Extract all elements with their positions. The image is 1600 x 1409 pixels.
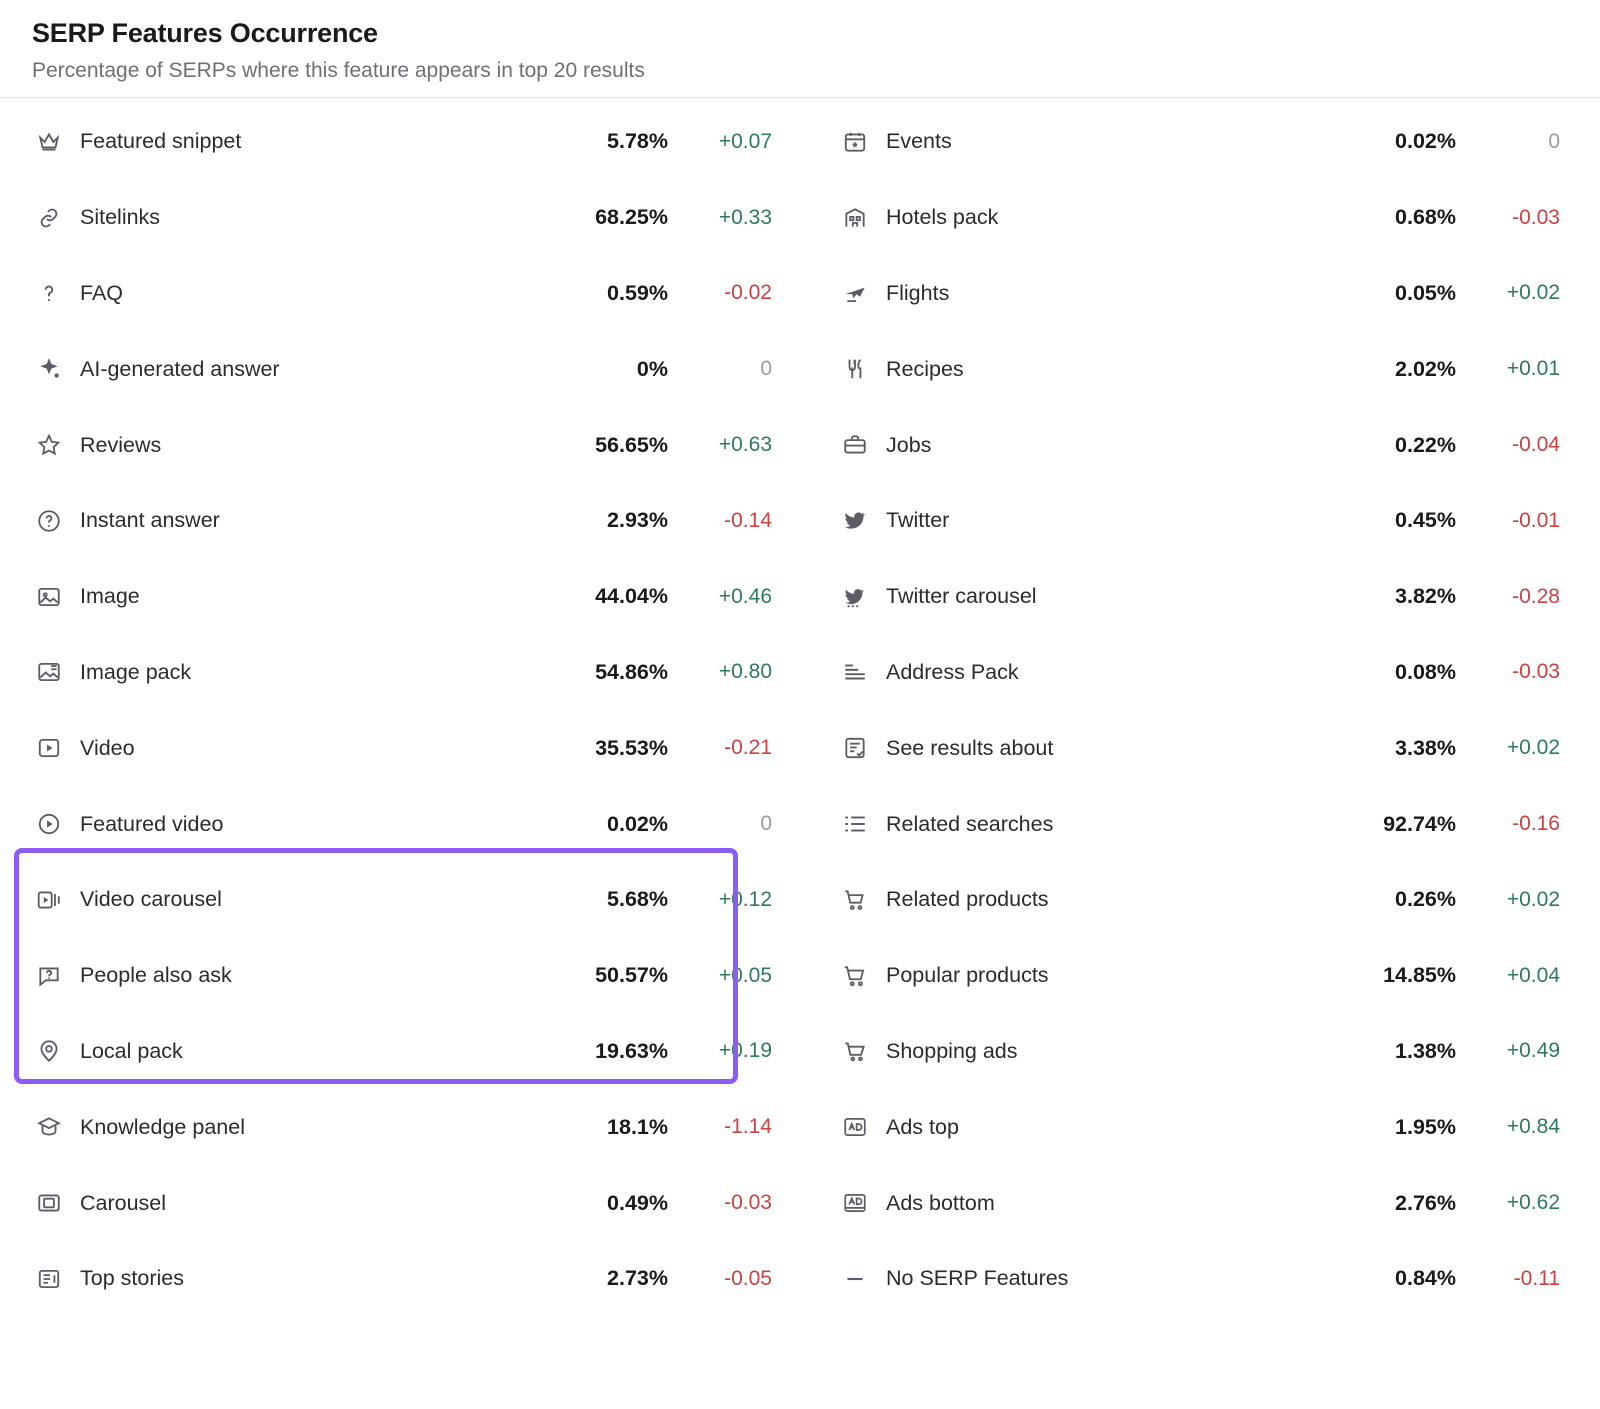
feature-occurrence-value: 0.84% bbox=[1395, 1266, 1456, 1291]
feature-change-value: +0.12 bbox=[718, 887, 772, 911]
feature-change-value: -0.02 bbox=[724, 281, 772, 305]
feature-label: Shopping ads bbox=[886, 1038, 1018, 1063]
feature-label: Local pack bbox=[80, 1038, 183, 1063]
feature-occurrence-value: 2.76% bbox=[1395, 1190, 1456, 1215]
ads-bottom-icon bbox=[838, 1186, 872, 1220]
star-icon bbox=[32, 428, 66, 462]
featured-video-icon bbox=[32, 807, 66, 841]
recipes-icon bbox=[838, 352, 872, 386]
feature-occurrence-value: 2.73% bbox=[607, 1266, 668, 1291]
feature-occurrence-value: 14.85% bbox=[1383, 963, 1456, 988]
table-row[interactable] bbox=[32, 483, 772, 559]
feature-occurrence-value: 2.93% bbox=[607, 508, 668, 533]
image-pack-icon bbox=[32, 655, 66, 689]
feature-label: Featured snippet bbox=[80, 129, 242, 154]
feature-label: AI-generated answer bbox=[80, 356, 280, 381]
people-also-ask-icon bbox=[32, 959, 66, 993]
flights-icon bbox=[838, 276, 872, 310]
feature-change-value: -0.14 bbox=[724, 508, 772, 532]
related-products-icon bbox=[838, 883, 872, 917]
feature-label: See results about bbox=[886, 735, 1054, 760]
video-icon bbox=[32, 731, 66, 765]
feature-occurrence-value: 1.38% bbox=[1395, 1038, 1456, 1063]
table-row[interactable] bbox=[838, 104, 1560, 180]
feature-occurrence-value: 19.63% bbox=[595, 1038, 668, 1063]
table-row[interactable] bbox=[32, 104, 772, 180]
table-row[interactable] bbox=[32, 1165, 772, 1241]
table-row[interactable] bbox=[32, 1241, 772, 1317]
table-row[interactable] bbox=[838, 180, 1560, 256]
feature-label: Video carousel bbox=[80, 887, 222, 912]
popular-products-icon bbox=[838, 959, 872, 993]
page-title: SERP Features Occurrence bbox=[32, 18, 378, 48]
table-row[interactable] bbox=[32, 1014, 772, 1090]
table-row[interactable] bbox=[32, 331, 772, 407]
feature-label: Twitter carousel bbox=[886, 584, 1037, 609]
feature-occurrence-value: 0% bbox=[636, 356, 668, 381]
table-row[interactable] bbox=[32, 1089, 772, 1165]
feature-label: No SERP Features bbox=[886, 1266, 1069, 1291]
twitter-carousel-icon bbox=[838, 580, 872, 614]
feature-change-value: +0.05 bbox=[718, 963, 772, 987]
image-icon bbox=[32, 580, 66, 614]
feature-label: Carousel bbox=[80, 1190, 167, 1215]
feature-label: FAQ bbox=[80, 280, 124, 305]
feature-change-value: +0.80 bbox=[718, 660, 772, 684]
hotels-icon bbox=[838, 201, 872, 235]
table-row[interactable] bbox=[838, 1014, 1560, 1090]
feature-label: Popular products bbox=[886, 963, 1049, 988]
feature-label: Flights bbox=[886, 280, 950, 305]
feature-occurrence-value: 0.68% bbox=[1395, 205, 1456, 230]
feature-occurrence-value: 50.57% bbox=[595, 963, 668, 988]
feature-change-value: +0.63 bbox=[718, 433, 772, 457]
feature-label: People also ask bbox=[80, 963, 232, 988]
feature-label: Address Pack bbox=[886, 659, 1019, 684]
feature-label: Instant answer bbox=[80, 508, 220, 533]
table-row[interactable] bbox=[838, 786, 1560, 862]
page-subtitle: Percentage of SERPs where this feature appears in top 20 results bbox=[32, 59, 645, 82]
feature-change-value: -0.21 bbox=[724, 736, 772, 760]
video-carousel-icon bbox=[32, 883, 66, 917]
feature-change-value: +0.19 bbox=[718, 1039, 772, 1063]
feature-label: Jobs bbox=[886, 432, 932, 457]
table-row[interactable] bbox=[838, 559, 1560, 635]
feature-label: Hotels pack bbox=[886, 205, 999, 230]
table-row[interactable] bbox=[838, 1165, 1560, 1241]
feature-occurrence-value: 3.38% bbox=[1395, 735, 1456, 760]
feature-label: Related searches bbox=[886, 811, 1054, 836]
features-column-right bbox=[800, 104, 1600, 1317]
table-row[interactable] bbox=[32, 938, 772, 1014]
feature-label: Featured video bbox=[80, 811, 224, 836]
top-stories-icon bbox=[32, 1262, 66, 1296]
feature-change-value: +0.04 bbox=[1506, 963, 1560, 987]
table-row[interactable] bbox=[32, 256, 772, 332]
ai-sparkle-icon bbox=[32, 352, 66, 386]
feature-change-value: +0.84 bbox=[1506, 1115, 1560, 1139]
table-row[interactable] bbox=[838, 938, 1560, 1014]
panel-header bbox=[0, 0, 1600, 98]
feature-occurrence-value: 54.86% bbox=[595, 659, 668, 684]
table-row[interactable] bbox=[838, 256, 1560, 332]
feature-occurrence-value: 0.49% bbox=[607, 1190, 668, 1215]
feature-change-value: -0.04 bbox=[1512, 433, 1560, 457]
feature-occurrence-value: 35.53% bbox=[595, 735, 668, 760]
feature-label: Twitter bbox=[886, 508, 950, 533]
feature-change-value: 0 bbox=[760, 357, 772, 381]
feature-label: Video bbox=[80, 735, 135, 760]
feature-change-value: -0.03 bbox=[724, 1191, 772, 1215]
feature-occurrence-value: 68.25% bbox=[595, 205, 668, 230]
feature-change-value: +0.46 bbox=[718, 584, 772, 608]
feature-occurrence-value: 0.26% bbox=[1395, 887, 1456, 912]
feature-label: Ads top bbox=[886, 1114, 959, 1139]
feature-label: Knowledge panel bbox=[80, 1114, 245, 1139]
table-row[interactable] bbox=[838, 862, 1560, 938]
table-row[interactable] bbox=[32, 786, 772, 862]
related-searches-icon bbox=[838, 807, 872, 841]
feature-label: Image pack bbox=[80, 659, 192, 684]
feature-occurrence-value: 0.08% bbox=[1395, 659, 1456, 684]
feature-occurrence-value: 0.02% bbox=[1395, 129, 1456, 154]
feature-label: Sitelinks bbox=[80, 205, 161, 230]
feature-occurrence-value: 92.74% bbox=[1383, 811, 1456, 836]
feature-label: Top stories bbox=[80, 1266, 184, 1291]
table-row[interactable] bbox=[838, 635, 1560, 711]
ads-top-icon bbox=[838, 1110, 872, 1144]
carousel-icon bbox=[32, 1186, 66, 1220]
feature-occurrence-value: 0.22% bbox=[1395, 432, 1456, 457]
feature-label: Image bbox=[80, 584, 140, 609]
feature-occurrence-value: 3.82% bbox=[1395, 584, 1456, 609]
twitter-icon bbox=[838, 504, 872, 538]
feature-occurrence-value: 5.68% bbox=[607, 887, 668, 912]
jobs-icon bbox=[838, 428, 872, 462]
feature-change-value: +0.02 bbox=[1506, 887, 1560, 911]
feature-occurrence-value: 0.59% bbox=[607, 280, 668, 305]
feature-change-value: -0.11 bbox=[1513, 1266, 1560, 1290]
feature-label: Reviews bbox=[80, 432, 162, 457]
feature-change-value: +0.02 bbox=[1506, 281, 1560, 305]
feature-change-value: -0.03 bbox=[1512, 205, 1560, 229]
feature-change-value: +0.01 bbox=[1506, 357, 1560, 381]
table-row[interactable] bbox=[838, 710, 1560, 786]
feature-change-value: +0.07 bbox=[718, 129, 772, 153]
feature-change-value: -0.05 bbox=[724, 1266, 772, 1290]
knowledge-panel-icon bbox=[32, 1110, 66, 1144]
table-row[interactable] bbox=[838, 1241, 1560, 1317]
feature-change-value: -0.01 bbox=[1512, 508, 1560, 532]
table-row[interactable] bbox=[32, 710, 772, 786]
table-row[interactable] bbox=[838, 483, 1560, 559]
feature-change-value: +0.02 bbox=[1506, 736, 1560, 760]
feature-occurrence-value: 18.1% bbox=[607, 1114, 668, 1139]
question-circle-icon bbox=[32, 504, 66, 538]
feature-occurrence-value: 2.02% bbox=[1395, 356, 1456, 381]
feature-change-value: -0.03 bbox=[1512, 660, 1560, 684]
table-row[interactable] bbox=[838, 407, 1560, 483]
table-row[interactable] bbox=[32, 862, 772, 938]
feature-label: Ads bottom bbox=[886, 1190, 995, 1215]
feature-occurrence-value: 5.78% bbox=[607, 129, 668, 154]
feature-change-value: +0.33 bbox=[718, 205, 772, 229]
table-row[interactable] bbox=[32, 559, 772, 635]
features-grid bbox=[0, 98, 1600, 1317]
feature-change-value: -1.14 bbox=[724, 1115, 772, 1139]
table-row[interactable] bbox=[32, 180, 772, 256]
feature-change-value: -0.16 bbox=[1512, 812, 1560, 836]
features-column-left bbox=[0, 104, 800, 1317]
feature-change-value: 0 bbox=[1548, 129, 1560, 153]
table-row[interactable] bbox=[838, 331, 1560, 407]
events-icon bbox=[838, 125, 872, 159]
see-results-about-icon bbox=[838, 731, 872, 765]
shopping-ads-icon bbox=[838, 1034, 872, 1068]
table-row[interactable] bbox=[32, 635, 772, 711]
question-mark-icon bbox=[32, 276, 66, 310]
feature-occurrence-value: 0.45% bbox=[1395, 508, 1456, 533]
feature-change-value: +0.62 bbox=[1506, 1191, 1560, 1215]
crown-icon bbox=[32, 125, 66, 159]
feature-change-value: 0 bbox=[760, 812, 772, 836]
feature-occurrence-value: 44.04% bbox=[595, 584, 668, 609]
feature-change-value: -0.28 bbox=[1512, 584, 1560, 608]
feature-label: Related products bbox=[886, 887, 1049, 912]
feature-occurrence-value: 1.95% bbox=[1395, 1114, 1456, 1139]
feature-label: Events bbox=[886, 129, 952, 154]
feature-label: Recipes bbox=[886, 356, 964, 381]
address-pack-icon bbox=[838, 655, 872, 689]
sitelinks-icon bbox=[32, 201, 66, 235]
feature-occurrence-value: 0.02% bbox=[607, 811, 668, 836]
table-row[interactable] bbox=[838, 1089, 1560, 1165]
no-serp-features-icon bbox=[838, 1262, 872, 1296]
table-row[interactable] bbox=[32, 407, 772, 483]
feature-occurrence-value: 56.65% bbox=[595, 432, 668, 457]
map-pin-icon bbox=[32, 1034, 66, 1068]
feature-occurrence-value: 0.05% bbox=[1395, 280, 1456, 305]
feature-change-value: +0.49 bbox=[1506, 1039, 1560, 1063]
